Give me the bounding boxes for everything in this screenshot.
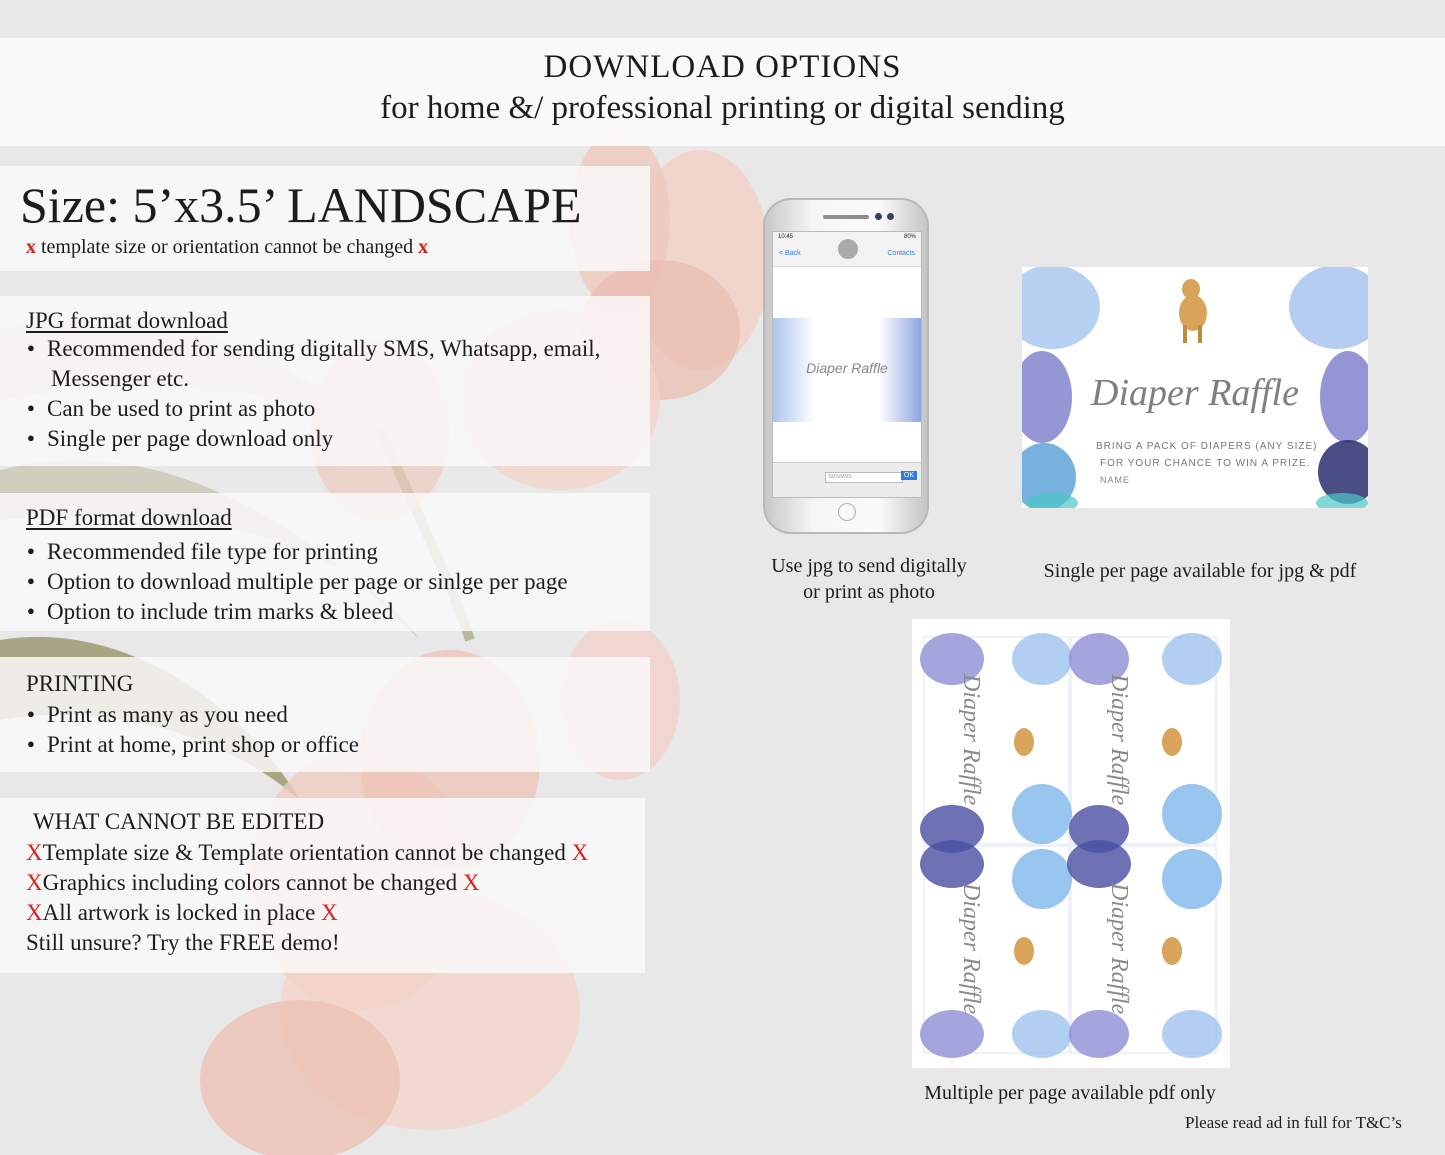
list-item: ● Print at home, print shop or office bbox=[25, 732, 359, 762]
phone-home-button[interactable] bbox=[838, 503, 856, 521]
list-item: ● Print as many as you need bbox=[25, 702, 359, 732]
red-x-icon: X bbox=[571, 840, 589, 865]
header-banner bbox=[0, 38, 1445, 146]
phone-speaker-icon bbox=[823, 215, 869, 219]
printing-list bbox=[25, 702, 359, 762]
phone-card-preview bbox=[773, 318, 921, 422]
fawn-icon bbox=[1168, 275, 1218, 345]
phone-contacts-link[interactable]: Contacts bbox=[887, 250, 915, 257]
size-note-text: template size or orientation cannot be changed bbox=[41, 236, 414, 258]
list-item: ● Recommended for sending digitally SMS, Whatsapp, email, bbox=[25, 336, 600, 366]
phone-caption-line2: or print as photo bbox=[803, 581, 935, 603]
mini-card-title: Diaper Raffle bbox=[958, 674, 984, 806]
page-title: DOWNLOAD OPTIONS bbox=[543, 49, 902, 85]
list-item-cont: Messenger etc. bbox=[51, 366, 189, 391]
list-item: ● Can be used to print as photo bbox=[25, 396, 600, 426]
phone-mockup bbox=[763, 198, 929, 534]
demo-note: Still unsure? Try the FREE demo! bbox=[26, 930, 340, 955]
phone-camera-icon bbox=[875, 213, 882, 220]
card-title: Diaper Raffle bbox=[1091, 372, 1299, 414]
cannot-edit-line: XGraphics including colors cannot be changed X bbox=[26, 870, 480, 895]
size-note bbox=[26, 236, 428, 259]
phone-back-link[interactable]: < Back bbox=[779, 250, 801, 257]
phone-caption-line1: Use jpg to send digitally bbox=[771, 555, 967, 577]
card-line2: FOR YOUR CHANCE TO WIN A PRIZE. bbox=[1100, 458, 1311, 469]
phone-time: 10:45 bbox=[778, 234, 794, 240]
phone-camera-icon bbox=[887, 213, 894, 220]
phone-message-bar bbox=[773, 462, 921, 498]
multi-caption: Multiple per page available pdf only bbox=[924, 1082, 1216, 1104]
red-x-icon: x bbox=[26, 236, 36, 258]
terms-note: Please read ad in full for T&C’s bbox=[1185, 1113, 1402, 1132]
page-subtitle: for home &/ professional printing or digital sending bbox=[380, 90, 1065, 126]
card-line1: BRING A PACK OF DIAPERS (ANY SIZE) bbox=[1096, 441, 1318, 452]
mini-card-title: Diaper Raffle bbox=[958, 883, 984, 1015]
printing-heading: PRINTING bbox=[26, 671, 134, 696]
single-card-preview bbox=[1022, 267, 1368, 508]
red-x-icon: X bbox=[462, 870, 480, 895]
red-x-icon: X bbox=[26, 900, 43, 925]
sms-input[interactable]: SMS/MMS bbox=[825, 472, 903, 483]
phone-battery: 80% bbox=[903, 234, 916, 240]
size-title: Size: 5’x3.5’ LANDSCAPE bbox=[20, 177, 582, 233]
red-x-icon: x bbox=[418, 236, 429, 258]
phone-card-title: Diaper Raffle bbox=[806, 360, 888, 376]
list-item: ● Recommended file type for printing bbox=[25, 539, 568, 569]
pdf-heading: PDF format download bbox=[26, 505, 232, 530]
mini-card-title: Diaper Raffle bbox=[1106, 674, 1132, 806]
pdf-list bbox=[25, 539, 568, 629]
multi-per-page-preview bbox=[912, 619, 1230, 1068]
list-item: ● Option to include trim marks & bleed bbox=[25, 599, 568, 629]
contact-avatar-icon bbox=[838, 239, 858, 259]
red-x-icon: X bbox=[26, 870, 43, 895]
red-x-icon: X bbox=[26, 840, 43, 865]
mini-card-title: Diaper Raffle bbox=[1106, 883, 1132, 1015]
single-caption: Single per page available for jpg & pdf bbox=[1043, 560, 1357, 582]
list-item: ● Option to download multiple per page or sinlge per page bbox=[25, 569, 568, 599]
cannot-edit-line: XAll artwork is locked in place X bbox=[26, 900, 338, 925]
cannot-edit-heading: WHAT CANNOT BE EDITED bbox=[33, 809, 325, 834]
cannot-edit-line: XTemplate size & Template orientation cannot be changed X bbox=[26, 840, 589, 865]
sms-ok-button[interactable]: OK bbox=[901, 471, 917, 480]
card-name-field: NAME bbox=[1100, 475, 1131, 485]
red-x-icon: X bbox=[321, 900, 338, 925]
phone-screen bbox=[772, 231, 922, 498]
jpg-list bbox=[25, 336, 600, 456]
jpg-heading: JPG format download bbox=[26, 308, 228, 333]
list-item: ● Single per page download only bbox=[25, 426, 600, 456]
